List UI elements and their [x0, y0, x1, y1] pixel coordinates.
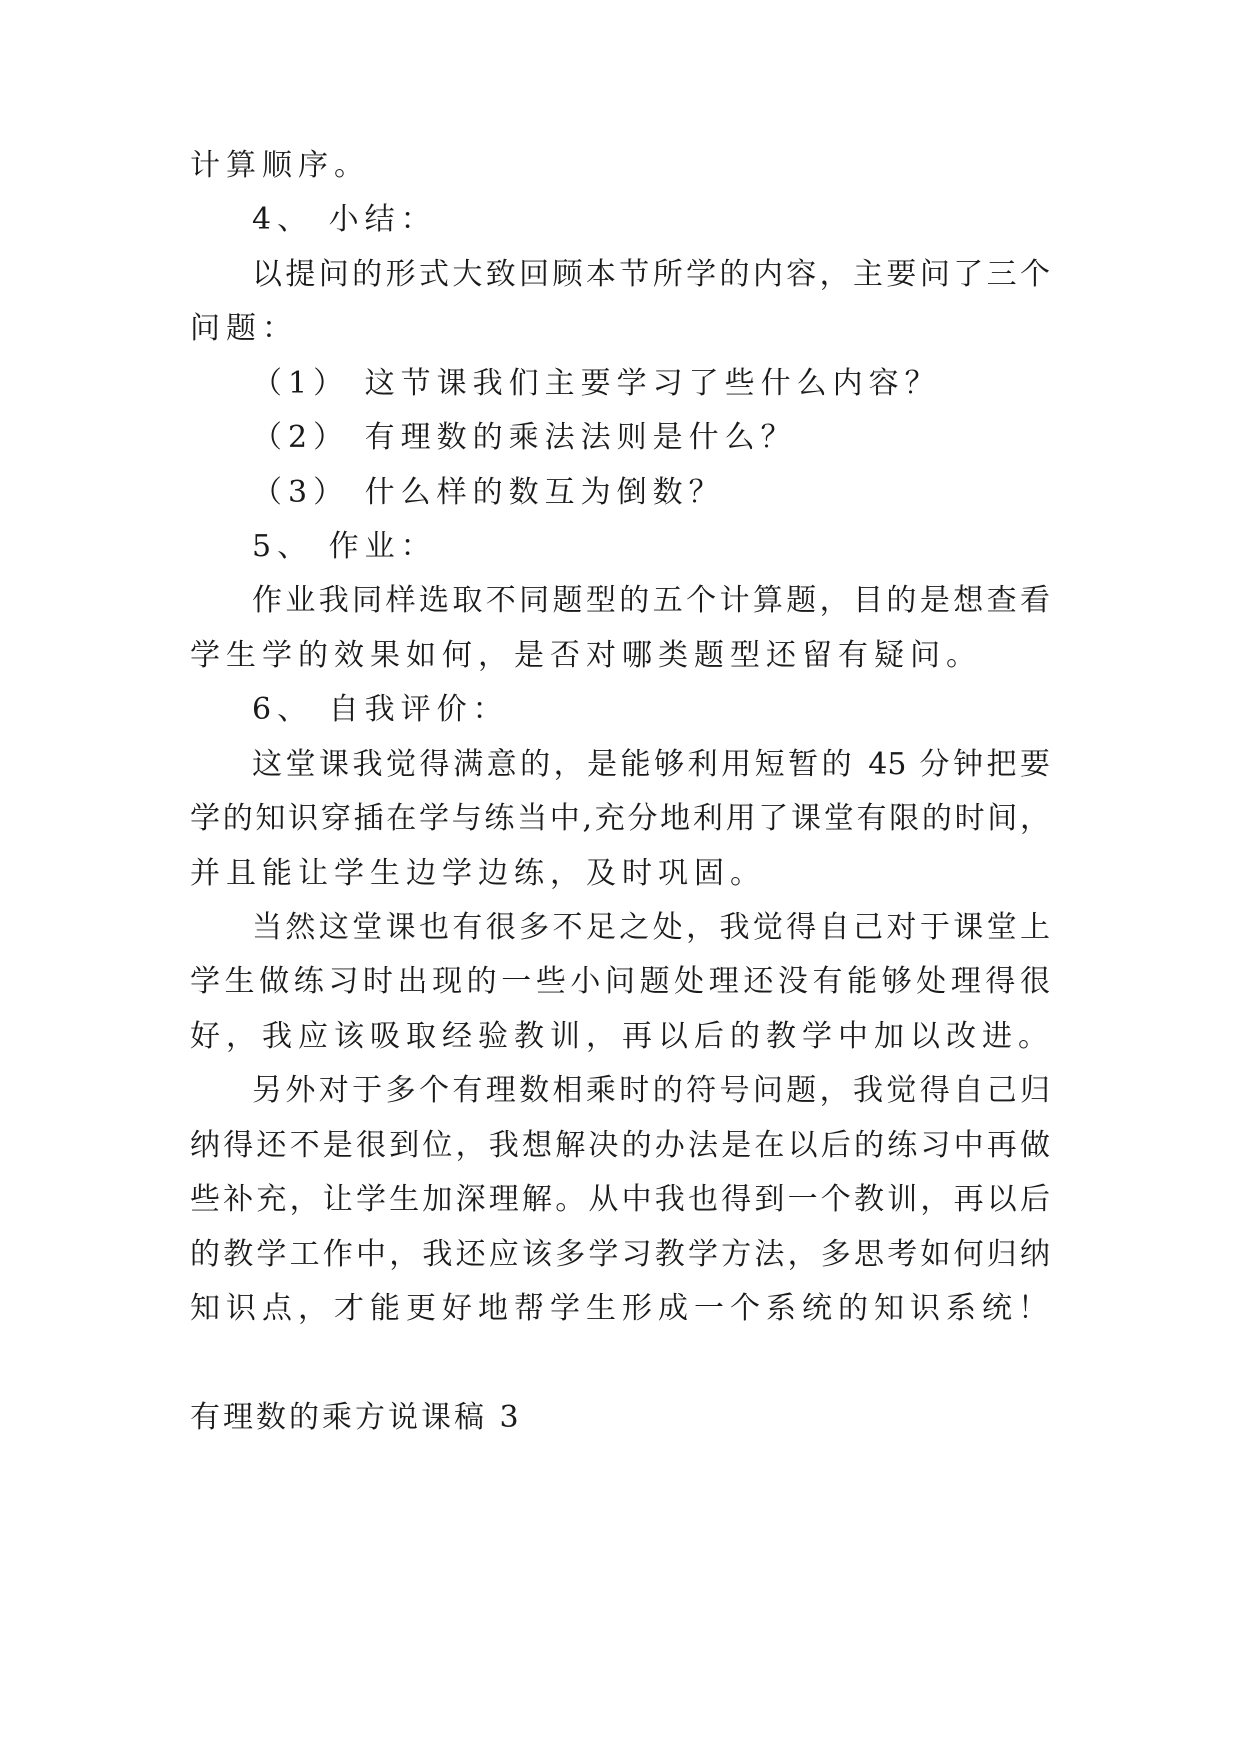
paragraph-line: 知识点，才能更好地帮学生形成一个系统的知识系统！	[190, 1291, 1054, 1326]
list-item-question-1: （1） 这节课我们主要学习了些什么内容？	[252, 366, 941, 401]
paragraph-line: 学生做练习时出现的一些小问题处理还没有能够处理得很	[190, 964, 1050, 999]
paragraph-line: 当然这堂课也有很多不足之处，我觉得自己对于课堂上	[252, 910, 1050, 945]
paragraph-line: 的教学工作中，我还应该多学习教学方法，多思考如何归纳	[190, 1237, 1050, 1272]
paragraph-line: 问题：	[190, 311, 298, 346]
paragraph-line: 纳得还不是很到位，我想解决的办法是在以后的练习中再做	[190, 1128, 1050, 1163]
paragraph-line: 另外对于多个有理数相乘时的符号问题，我觉得自己归	[252, 1073, 1050, 1108]
list-item-question-3: （3） 什么样的数互为倒数？	[252, 475, 725, 510]
next-section-title: 有理数的乘方说课稿 3	[190, 1400, 522, 1435]
paragraph-line: 计算顺序。	[190, 148, 370, 183]
paragraph-line: 并且能让学生边学边练，及时巩固。	[190, 856, 766, 891]
section-heading-self-evaluation: 6、 自我评价：	[252, 692, 509, 727]
section-heading-homework: 5、 作业：	[252, 529, 437, 564]
paragraph-line: 以提问的形式大致回顾本节所学的内容，主要问了三个	[252, 257, 1050, 292]
paragraph-line: 学的知识穿插在学与练当中,充分地利用了课堂有限的时间，	[190, 801, 1050, 836]
paragraph-line: 作业我同样选取不同题型的五个计算题，目的是想查看	[252, 583, 1050, 618]
paragraph-line: 这堂课我觉得满意的，是能够利用短暂的 45 分钟把要	[252, 747, 1050, 782]
paragraph-line: 好，我应该吸取经验教训，再以后的教学中加以改进。	[190, 1019, 1054, 1054]
section-heading-summary: 4、 小结：	[252, 202, 437, 237]
paragraph-line: 学生学的效果如何，是否对哪类题型还留有疑问。	[190, 638, 982, 673]
list-item-question-2: （2） 有理数的乘法法则是什么？	[252, 420, 797, 455]
paragraph-line: 些补充，让学生加深理解。从中我也得到一个教训，再以后	[190, 1182, 1050, 1217]
